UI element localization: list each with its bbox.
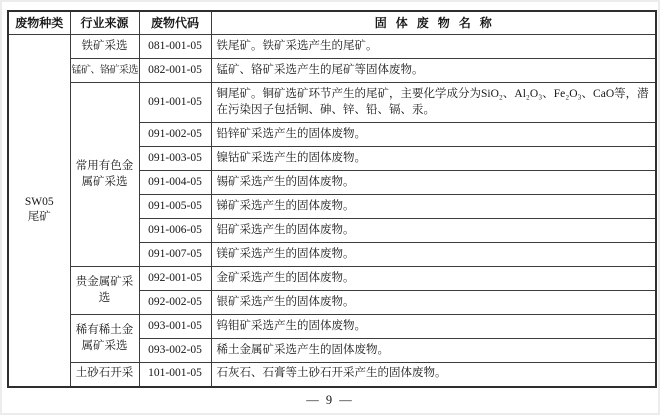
table-row xyxy=(8,267,656,291)
col-header-industry-source: 行业来源 xyxy=(70,11,139,35)
col-header-waste-category: 废物种类 xyxy=(8,11,70,35)
category-cell xyxy=(8,35,70,387)
name-cell: 石灰石、石膏等土砂石开采产生的固体废物。 xyxy=(211,363,656,387)
source-cell: 贵金属矿采选 xyxy=(70,267,139,315)
code-cell: 091-002-05 xyxy=(139,123,211,147)
table-header-row xyxy=(8,11,656,35)
name-cell: 铜尾矿。铜矿选矿环节产生的尾矿，主要化学成分为SiO₂、Al₂O₃、Fe₂O₃、CaO等，潜在污染因子包括铜、砷、锌、铅、镉、汞。 xyxy=(211,83,656,123)
name-cell: 金矿采选产生的固体废物。 xyxy=(211,267,656,291)
table-row xyxy=(8,59,656,83)
name-cell: 银矿采选产生的固体废物。 xyxy=(211,291,656,315)
name-cell: 镁矿采选产生的固体废物。 xyxy=(211,243,656,267)
source-cell: 锰矿、铬矿采选 xyxy=(70,59,139,83)
page-number: — 9 — xyxy=(306,392,354,407)
code-cell: 091-007-05 xyxy=(139,243,211,267)
name-cell: 铅锌矿采选产生的固体废物。 xyxy=(211,123,656,147)
code-cell: 092-001-05 xyxy=(139,267,211,291)
name-cell: 稀土金属矿采选产生的固体废物。 xyxy=(211,339,656,363)
name-cell: 镍钴矿采选产生的固体废物。 xyxy=(211,147,656,171)
name-cell: 铝矿采选产生的固体废物。 xyxy=(211,219,656,243)
code-cell: 091-004-05 xyxy=(139,171,211,195)
category-code: SW05 xyxy=(24,195,54,208)
code-cell: 092-002-05 xyxy=(139,291,211,315)
document-page xyxy=(2,2,658,413)
col-header-waste-name: 固体废物名称 xyxy=(211,11,656,35)
code-cell: 081-001-05 xyxy=(139,35,211,59)
source-cell: 常用有色金属矿采选 xyxy=(70,83,139,267)
name-cell: 铁尾矿。铁矿采选产生的尾矿。 xyxy=(211,35,656,59)
name-cell: 锑矿采选产生的固体废物。 xyxy=(211,195,656,219)
table-row xyxy=(8,83,656,123)
source-cell: 稀有稀土金属矿采选 xyxy=(70,315,139,363)
code-cell: 091-005-05 xyxy=(139,195,211,219)
code-cell: 082-001-05 xyxy=(139,59,211,83)
name-cell: 钨钼矿采选产生的固体废物。 xyxy=(211,315,656,339)
name-cell: 锡矿采选产生的固体废物。 xyxy=(211,171,656,195)
col-header-waste-code: 废物代码 xyxy=(139,11,211,35)
name-cell: 锰矿、铬矿采选产生的尾矿等固体废物。 xyxy=(211,59,656,83)
table-row xyxy=(8,363,656,387)
code-cell: 091-006-05 xyxy=(139,219,211,243)
code-cell: 091-001-05 xyxy=(139,83,211,123)
code-cell: 101-001-05 xyxy=(139,363,211,387)
code-cell: 091-003-05 xyxy=(139,147,211,171)
table-row xyxy=(8,35,656,59)
code-cell: 093-002-05 xyxy=(139,339,211,363)
source-cell: 铁矿采选 xyxy=(70,35,139,59)
source-cell: 土砂石开采 xyxy=(70,363,139,387)
solid-waste-table xyxy=(7,10,657,388)
category-name: 尾矿 xyxy=(27,211,51,224)
table-row xyxy=(8,315,656,339)
code-cell: 093-001-05 xyxy=(139,315,211,339)
